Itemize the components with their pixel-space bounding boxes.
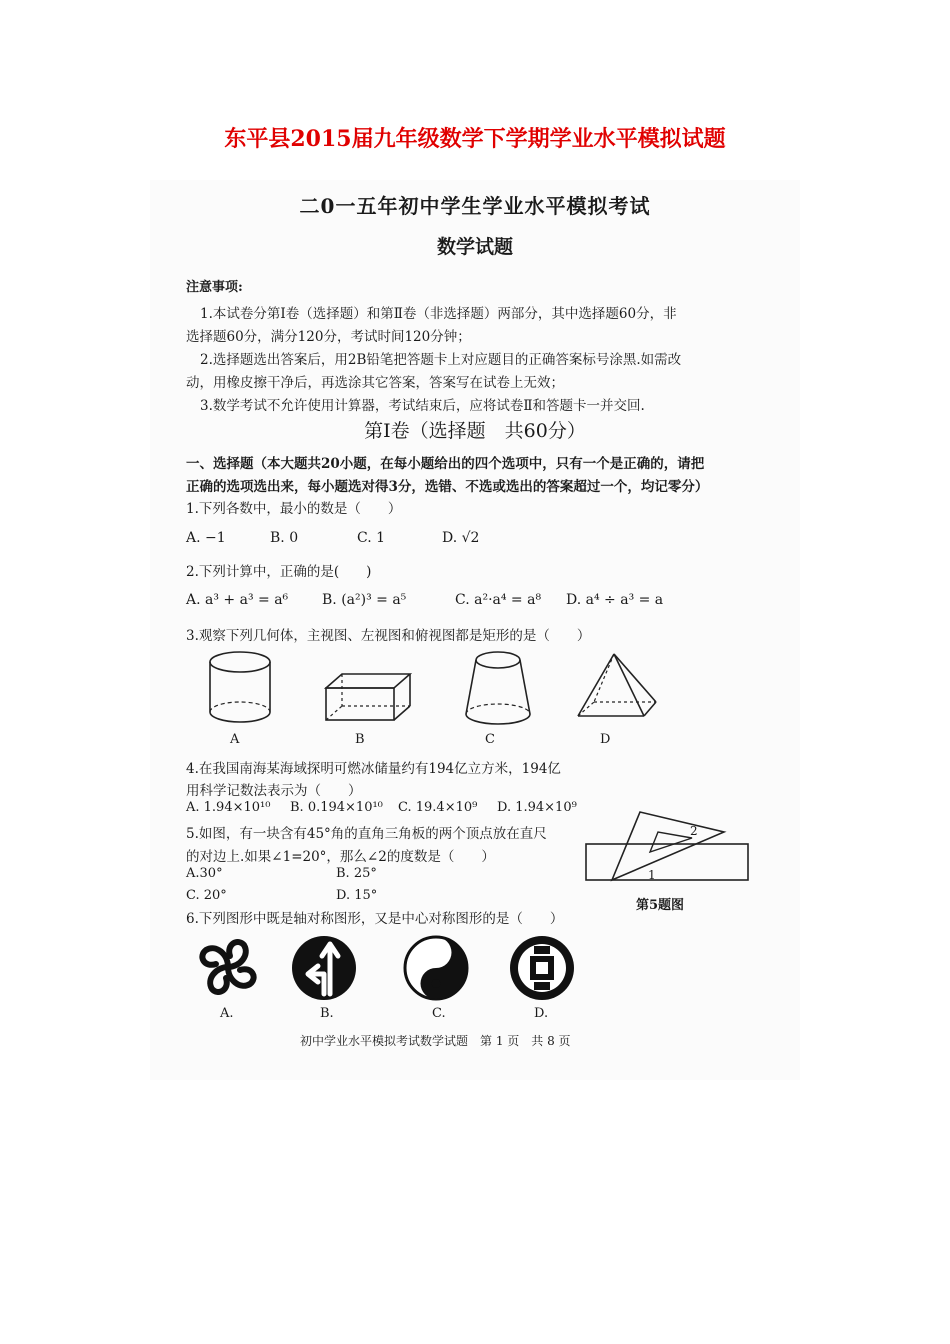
question-4-stem: 4.在我国南海某海域探明可燃冰储量约有194亿立方米，194亿 <box>186 761 561 777</box>
note-line: 动，用橡皮擦干净后，再选涂其它答案，答案写在试卷上无效； <box>186 375 564 391</box>
note-line: 1.本试卷分第Ⅰ卷（选择题）和第Ⅱ卷（非选择题）两部分，其中选择题60分，非 <box>200 306 677 322</box>
q2-option-c: C. a²·a⁴ = a⁸ <box>455 592 542 608</box>
section-heading: 第Ⅰ卷（选择题 共60分） <box>364 420 586 442</box>
q3-label-a: A <box>230 732 240 747</box>
q3-label-b: B <box>355 732 365 747</box>
angle-1-label: 1 <box>648 868 656 882</box>
figure-caption: 第5题图 <box>636 898 685 913</box>
question-1-stem: 1.下列各数中，最小的数是（ ） <box>186 501 402 517</box>
q3-label-c: C <box>485 732 495 747</box>
pyramid-figure <box>572 650 662 726</box>
q1-option-d: D. √2 <box>442 530 480 546</box>
yin-yang-icon <box>402 934 470 1002</box>
part-instruction: 一、选择题（本大题共20小题，在每小题给出的四个选项中，只有一个是正确的，请把 <box>186 456 705 472</box>
coin-symbol-icon <box>508 934 576 1002</box>
q2-option-d: D. a⁴ ÷ a³ = a <box>566 592 664 608</box>
q1-option-a: A. −1 <box>186 530 226 546</box>
question-5-stem: 5.如图，有一块含有45°角的直角三角板的两个顶点放在直尺 <box>186 826 547 842</box>
part-instruction: 正确的选项选出来，每小题选对得3分，选错、不选或选出的答案超过一个，均记零分） <box>186 479 709 495</box>
q5-option-d: D. 15° <box>336 888 378 903</box>
q6-label-b: B. <box>320 1006 334 1021</box>
q5-option-c: C. 20° <box>186 888 227 903</box>
note-line: 2.选择题选出答案后，用2B铅笔把答题卡上对应题目的正确答案标号涂黑.如需改 <box>200 352 682 368</box>
page-footer: 初中学业水平模拟考试数学试题 第 1 页 共 8 页 <box>300 1034 571 1048</box>
q2-option-a: A. a³ + a³ = a⁶ <box>186 592 289 608</box>
cylinder-figure <box>200 648 280 728</box>
q2-option-b: B. (a²)³ = a⁵ <box>322 592 407 608</box>
traffic-arrow-sign-icon <box>290 934 358 1002</box>
question-2-stem: 2.下列计算中，正确的是( ) <box>186 564 372 580</box>
note-line: 选择题60分，满分120分，考试时间120分钟； <box>186 329 471 345</box>
q6-label-d: D. <box>534 1006 549 1021</box>
angle-2-label: 2 <box>690 824 698 838</box>
q4-option-d: D. 1.94×10⁹ <box>497 800 577 815</box>
notes-heading: 注意事项: <box>186 280 243 295</box>
q5-option-a: A.30° <box>186 866 223 881</box>
note-line: 3.数学考试不允许使用计算器，考试结束后，应将试卷Ⅱ和答题卡一并交回. <box>200 398 645 414</box>
q3-label-d: D <box>600 732 611 747</box>
cuboid-figure <box>318 668 418 728</box>
q6-label-c: C. <box>432 1006 446 1021</box>
ruler-triangle-figure <box>582 808 752 888</box>
exam-title: 二0一五年初中学生学业水平模拟考试 <box>299 194 651 218</box>
document-title: 东平县2015届九年级数学下学期学业水平模拟试题 <box>224 126 726 152</box>
q4-option-a: A. 1.94×10¹⁰ <box>186 800 271 815</box>
question-5-stem: 的对边上.如果∠1=20°，那么∠2的度数是（ ） <box>186 849 495 865</box>
question-3-stem: 3.观察下列几何体，主视图、左视图和俯视图都是矩形的是（ ） <box>186 628 591 644</box>
q1-option-b: B. 0 <box>270 530 299 546</box>
question-6-stem: 6.下列图形中既是轴对称图形，又是中心对称图形的是（ ） <box>186 911 564 927</box>
frustum-figure <box>458 648 538 730</box>
q5-option-b: B. 25° <box>336 866 377 881</box>
q4-option-b: B. 0.194×10¹⁰ <box>290 800 383 815</box>
q6-label-a: A. <box>220 1006 234 1021</box>
knot-symbol-icon <box>192 934 264 1000</box>
q4-option-c: C. 19.4×10⁹ <box>398 800 478 815</box>
subject-title: 数学试题 <box>436 236 513 258</box>
q1-option-c: C. 1 <box>357 530 386 546</box>
question-4-stem: 用科学记数法表示为（ ） <box>186 783 362 799</box>
